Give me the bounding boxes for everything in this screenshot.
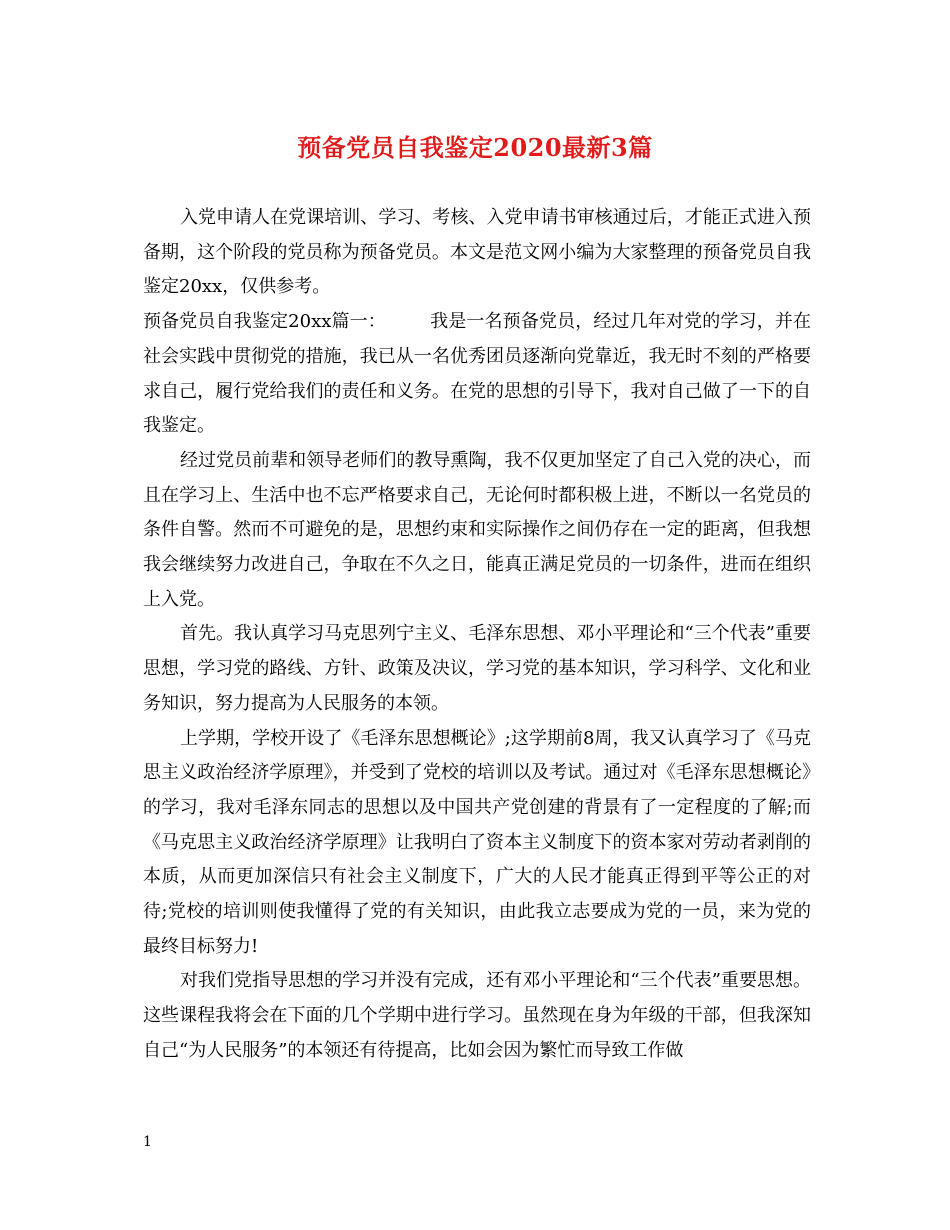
body-paragraph-3: 上学期，学校开设了《毛泽东思想概论》;这学期前8周，我又认真学习了《马克思主义政治经济学原理》，并受到了党校的培训以及考试。通过对《毛泽东思想概论》的学习，我对毛泽东同志的思想以及中国共产党创建的背景有了一定程度的了解;而《马克思主义政治经济学原理》让我明白了资本主义制度下的资本家对劳动者剥削的本质，从而更加深信只有社会主义制度下，广大的人民才能真正得到平等公正的对待;党校的培训则使我懂得了党的有关知识，由此我立志要成为党的一员，来为党的最终目标努力! (143, 727, 811, 957)
section-paragraph (143, 305, 811, 444)
section-heading: 预备党员自我鉴定20xx篇一： (143, 311, 386, 333)
body-paragraph-1: 经过党员前辈和领导老师们的教导熏陶，我不仅更加坚定了自己入党的决心，而且在学习上、生活中也不忘严格要求自己，无论何时都积极上进，不断以一名党员的条件自警。然而不可避免的是，思想约束和实际操作之间仍存在一定的距离，但我想我会继续努力改进自己，争取在不久之日，能真正满足党员的一切条件，进而在组织上入党。 (143, 449, 811, 610)
section-first-paragraph: 我是一名预备党员，经过几年对党的学习，并在社会实践中贯彻党的措施，我已从一名优秀团员逐渐向党靠近，我无时不刻的严格要求自己，履行党给我们的责任和义务。在党的思想的引导下，我对自己做了一下的自我鉴定。 (143, 311, 811, 437)
document-body (143, 201, 811, 1069)
document-title: 预备党员自我鉴定2020最新3篇 (297, 133, 653, 162)
intro-paragraph: 入党申请人在党课培训、学习、考核、入党申请书审核通过后，才能正式进入预备期，这个阶段的党员称为预备党员。本文是范文网小编为大家整理的预备党员自我鉴定20xx，仅供参考。 (143, 207, 811, 298)
body-paragraph-2: 首先。我认真学习马克思列宁主义、毛泽东思想、邓小平理论和“三个代表”重要思想，学习党的路线、方针、政策及决议，学习党的基本知识，学习科学、文化和业务知识，努力提高为人民服务的本领。 (143, 623, 811, 714)
page-number: 1 (143, 1134, 152, 1150)
body-paragraph-4: 对我们党指导思想的学习并没有完成，还有邓小平理论和“三个代表”重要思想。这些课程我将会在下面的几个学期中进行学习。虽然现在身为年级的干部，但我深知自己“为人民服务”的本领还有待提高，比如会因为繁忙而导致工作做 (143, 970, 811, 1061)
